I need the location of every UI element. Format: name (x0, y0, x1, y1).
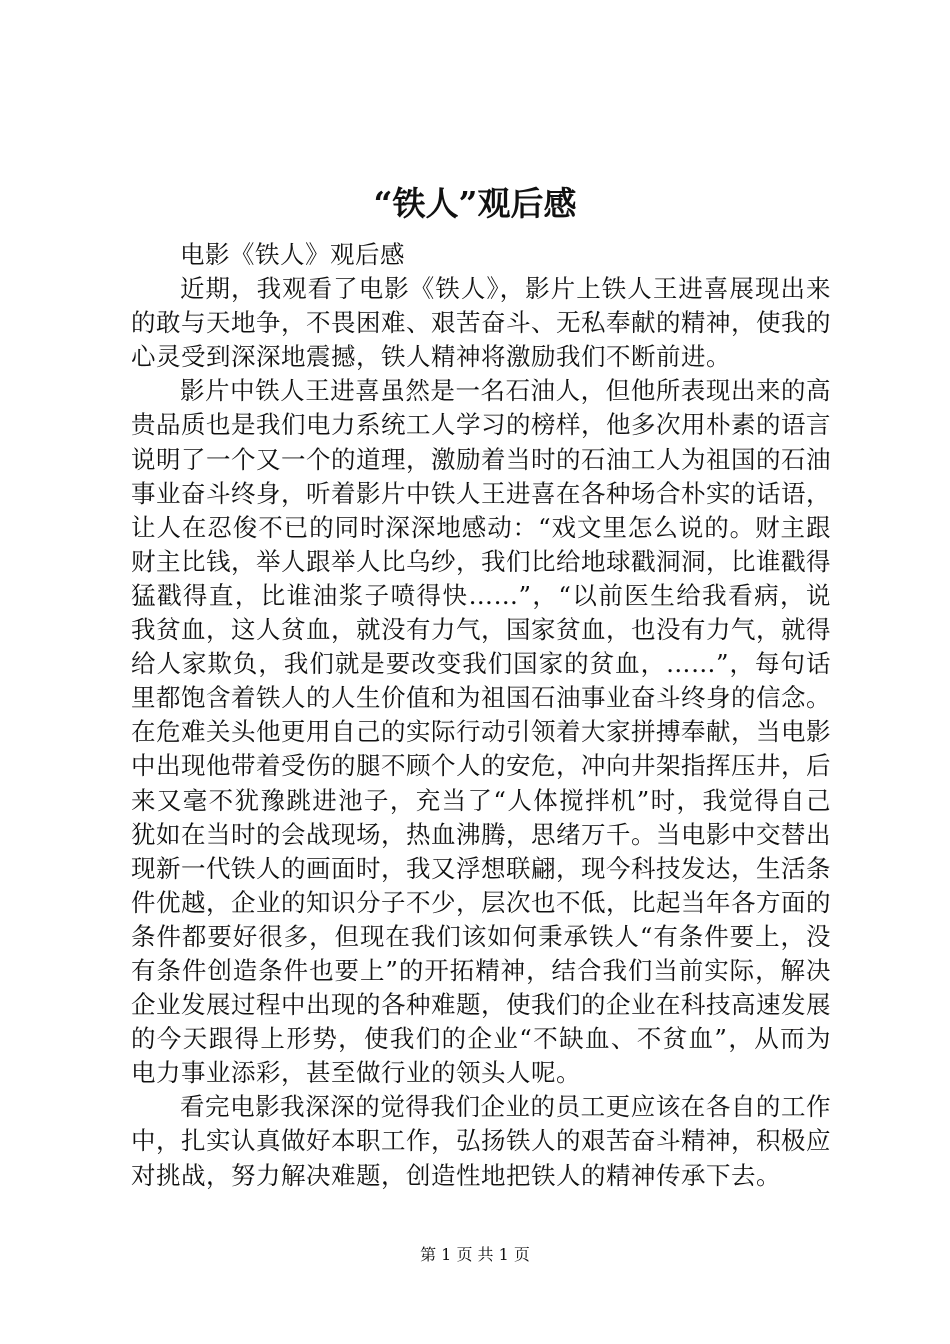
page-number-footer: 第 1 页 共 1 页 (420, 1245, 530, 1264)
paragraph-intro: 近期，我观看了电影《铁人》，影片上铁人王进喜展现出来的敢与天地争，不畏困难、艰苦奋斗、无私奉献的精神，使我的心灵受到深深地震撼，铁人精神将激励我们不断前进。 (131, 274, 831, 372)
paragraph-main: 影片中铁人王进喜虽然是一名石油人，但他所表现出来的高贵品质也是我们电力系统工人学习的榜样，他多次用朴素的语言说明了一个又一个的道理，激励着当时的石油工人为祖国的石油事业奋斗终身，听着影片中铁人王进喜在各种场合朴实的话语，让人在忍俊不已的同时深深地感动：“戏文里怎么说的。财主跟财主比钱，举人跟举人比乌纱，我们比给地球戳洞洞，比谁戳得猛戳得直，比谁油浆子喷得快……”，“以前医生给我看病，说我贫血，这人贫血，就没有力气，国家贫血，也没有力气，就得给人家欺负，我们就是要改变我们国家的贫血，……”，每句话里都饱含着铁人的人生价值和为祖国石油事业奋斗终身的信念。在危难关头他更用自己的实际行动引领着大家拼搏奉献，当电影中出现他带着受伤的腿不顾个人的安危，冲向井架指挥压井，后来又毫不犹豫跳进池子，充当了“人体搅拌机”时，我觉得自己犹如在当时的会战现场，热血沸腾，思绪万千。当电影中交替出现新一代铁人的画面时，我又浮想联翩，现今科技发达，生活条件优越，企业的知识分子不少，层次也不低，比起当年各方面的条件都要好很多，但现在我们该如何秉承铁人“有条件要上，没有条件创造条件也要上”的开拓精神，结合我们当前实际，解决企业发展过程中出现的各种难题，使我们的企业在科技高速发展的今天跟得上形势，使我们的企业“不缺血、不贫血”，从而为电力事业添彩，甚至做行业的领头人呢。 (131, 376, 831, 1088)
document-title: “铁人”观后感 (373, 184, 577, 223)
paragraph-conclusion: 看完电影我深深的觉得我们企业的员工更应该在各自的工作中，扎实认真做好本职工作，弘扬铁人的艰苦奋斗精神，积极应对挑战，努力解决难题，创造性地把铁人的精神传承下去。 (131, 1092, 831, 1190)
paragraph-subtitle: 电影《铁人》观后感 (180, 240, 405, 269)
document-body (131, 238, 831, 1193)
